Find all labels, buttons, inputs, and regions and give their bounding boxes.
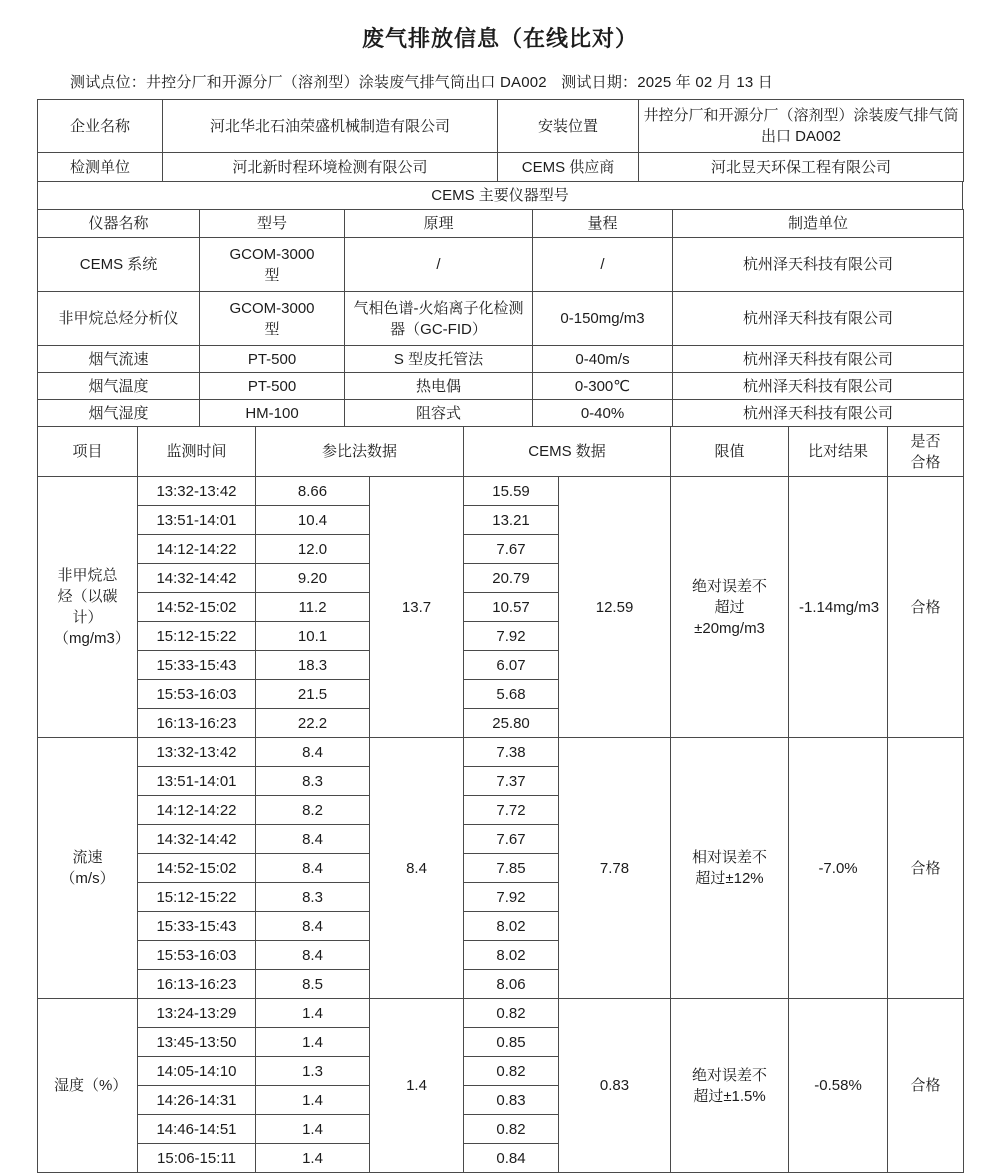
time-cell: 15:53-16:03 — [138, 680, 256, 709]
manufacturer-cell: 杭州泽天科技有限公司 — [673, 292, 964, 346]
cems-average-cell: 0.83 — [559, 999, 671, 1173]
cems-data-header: CEMS 数据 — [464, 427, 671, 477]
compare-result-header: 比对结果 — [789, 427, 888, 477]
instrument-name-cell: 非甲烷总烃分析仪 — [38, 292, 200, 346]
instrument-row — [38, 346, 964, 373]
range-cell: 0-300℃ — [533, 373, 673, 400]
ref-value-cell: 10.1 — [256, 622, 370, 651]
ref-value-cell: 8.66 — [256, 477, 370, 506]
ref-value-cell: 9.20 — [256, 564, 370, 593]
item-cell: 流速（m/s） — [38, 738, 138, 999]
time-cell: 14:52-15:02 — [138, 854, 256, 883]
company-name-label: 企业名称 — [38, 100, 163, 153]
section-title-row — [38, 182, 963, 210]
manufacturer-cell: 杭州泽天科技有限公司 — [673, 238, 964, 292]
item-cell: 湿度（%） — [38, 999, 138, 1173]
model-cell: HM-100 — [200, 400, 345, 427]
time-cell: 14:26-14:31 — [138, 1086, 256, 1115]
result-cell: -0.58% — [789, 999, 888, 1173]
ref-value-cell: 1.4 — [256, 999, 370, 1028]
limit-cell: 绝对误差不超过±1.5% — [671, 999, 789, 1173]
instrument-table — [37, 209, 964, 427]
inspection-agency-label: 检测单位 — [38, 153, 163, 182]
manufacturer-cell: 杭州泽天科技有限公司 — [673, 346, 964, 373]
cems-value-cell: 7.92 — [464, 883, 559, 912]
range-cell: 0-40m/s — [533, 346, 673, 373]
time-cell: 16:13-16:23 — [138, 709, 256, 738]
pass-status-cell: 合格 — [888, 738, 964, 999]
ref-value-cell: 8.4 — [256, 825, 370, 854]
cems-value-cell: 8.06 — [464, 970, 559, 999]
cems-value-cell: 7.92 — [464, 622, 559, 651]
cems-average-cell: 7.78 — [559, 738, 671, 999]
ref-value-cell: 8.3 — [256, 767, 370, 796]
time-cell: 15:06-15:11 — [138, 1144, 256, 1173]
ref-value-cell: 8.5 — [256, 970, 370, 999]
pass-status-header: 是否合格 — [888, 427, 964, 477]
cems-average-cell: 12.59 — [559, 477, 671, 738]
range-header: 量程 — [533, 210, 673, 238]
cems-value-cell: 8.02 — [464, 941, 559, 970]
cems-supplier-label: CEMS 供应商 — [498, 153, 639, 182]
measurement-row — [38, 999, 964, 1028]
instrument-name-cell: 烟气温度 — [38, 373, 200, 400]
manufacturer-cell: 杭州泽天科技有限公司 — [673, 373, 964, 400]
model-cell: GCOM-3000 型 — [200, 238, 345, 292]
range-cell: 0-150mg/m3 — [533, 292, 673, 346]
principle-cell: 气相色谱-火焰离子化检测器（GC-FID） — [345, 292, 533, 346]
manufacturer-cell: 杭州泽天科技有限公司 — [673, 400, 964, 427]
cems-value-cell: 13.21 — [464, 506, 559, 535]
ref-value-cell: 21.5 — [256, 680, 370, 709]
instrument-row — [38, 292, 964, 346]
cems-value-cell: 15.59 — [464, 477, 559, 506]
time-cell: 14:05-14:10 — [138, 1057, 256, 1086]
info-row — [38, 100, 964, 153]
ref-average-cell: 13.7 — [370, 477, 464, 738]
instrument-name-cell: 烟气湿度 — [38, 400, 200, 427]
instrument-header-row — [38, 210, 964, 238]
cems-value-cell: 0.82 — [464, 999, 559, 1028]
time-cell: 13:32-13:42 — [138, 738, 256, 767]
manufacturer-header: 制造单位 — [673, 210, 964, 238]
time-cell: 15:33-15:43 — [138, 912, 256, 941]
time-cell: 14:46-14:51 — [138, 1115, 256, 1144]
model-cell: PT-500 — [200, 373, 345, 400]
time-cell: 15:12-15:22 — [138, 622, 256, 651]
company-name-value: 河北华北石油荣盛机械制造有限公司 — [163, 100, 498, 153]
measurement-row — [38, 477, 964, 506]
pass-status-cell: 合格 — [888, 477, 964, 738]
ref-value-cell: 1.3 — [256, 1057, 370, 1086]
cems-value-cell: 7.38 — [464, 738, 559, 767]
time-cell: 13:24-13:29 — [138, 999, 256, 1028]
ref-value-cell: 8.4 — [256, 738, 370, 767]
limit-cell: 绝对误差不超过±20mg/m3 — [671, 477, 789, 738]
monitor-time-header: 监测时间 — [138, 427, 256, 477]
time-cell: 13:32-13:42 — [138, 477, 256, 506]
model-header: 型号 — [200, 210, 345, 238]
time-cell: 13:45-13:50 — [138, 1028, 256, 1057]
ref-value-cell: 8.3 — [256, 883, 370, 912]
cems-value-cell: 25.80 — [464, 709, 559, 738]
comparison-body — [38, 477, 964, 1173]
range-cell: / — [533, 238, 673, 292]
instrument-section-title-table — [37, 181, 963, 210]
ref-value-cell: 11.2 — [256, 593, 370, 622]
principle-cell: 阻容式 — [345, 400, 533, 427]
ref-value-cell: 8.2 — [256, 796, 370, 825]
instrument-row — [38, 373, 964, 400]
instrument-name-cell: 烟气流速 — [38, 346, 200, 373]
time-cell: 13:51-14:01 — [138, 506, 256, 535]
test-point-text: 测试点位：井控分厂和开源分厂（溶剂型）涂装废气排气筒出口 DA002 — [70, 74, 547, 91]
ref-average-cell: 8.4 — [370, 738, 464, 999]
time-cell: 16:13-16:23 — [138, 970, 256, 999]
time-cell: 14:12-14:22 — [138, 796, 256, 825]
cems-value-cell: 0.83 — [464, 1086, 559, 1115]
instrument-table-body — [38, 238, 964, 427]
principle-cell: 热电偶 — [345, 373, 533, 400]
install-location-label: 安装位置 — [498, 100, 639, 153]
result-cell: -7.0% — [789, 738, 888, 999]
model-cell: PT-500 — [200, 346, 345, 373]
ref-value-cell: 1.4 — [256, 1144, 370, 1173]
pass-status-cell: 合格 — [888, 999, 964, 1173]
ref-value-cell: 22.2 — [256, 709, 370, 738]
test-info-line — [70, 71, 963, 92]
instrument-name-cell: CEMS 系统 — [38, 238, 200, 292]
cems-value-cell: 7.85 — [464, 854, 559, 883]
cems-supplier-value: 河北昱天环保工程有限公司 — [639, 153, 964, 182]
comparison-header-row — [38, 427, 964, 477]
time-cell: 13:51-14:01 — [138, 767, 256, 796]
cems-value-cell: 6.07 — [464, 651, 559, 680]
time-cell: 15:53-16:03 — [138, 941, 256, 970]
inspection-agency-value: 河北新时程环境检测有限公司 — [163, 153, 498, 182]
instrument-name-header: 仪器名称 — [38, 210, 200, 238]
model-cell: GCOM-3000 型 — [200, 292, 345, 346]
limit-header: 限值 — [671, 427, 789, 477]
comparison-table — [37, 426, 964, 1173]
ref-value-cell: 8.4 — [256, 854, 370, 883]
ref-value-cell: 1.4 — [256, 1028, 370, 1057]
principle-cell: / — [345, 238, 533, 292]
principle-header: 原理 — [345, 210, 533, 238]
reference-data-header: 参比法数据 — [256, 427, 464, 477]
time-cell: 14:12-14:22 — [138, 535, 256, 564]
time-cell: 14:32-14:42 — [138, 564, 256, 593]
item-header: 项目 — [38, 427, 138, 477]
principle-cell: S 型皮托管法 — [345, 346, 533, 373]
install-location-value: 井控分厂和开源分厂（溶剂型）涂装废气排气筒出口 DA002 — [639, 100, 964, 153]
info-row — [38, 153, 964, 182]
ref-value-cell: 1.4 — [256, 1115, 370, 1144]
ref-value-cell: 10.4 — [256, 506, 370, 535]
result-cell: -1.14mg/m3 — [789, 477, 888, 738]
cems-value-cell: 10.57 — [464, 593, 559, 622]
cems-value-cell: 7.67 — [464, 535, 559, 564]
time-cell: 14:32-14:42 — [138, 825, 256, 854]
instrument-section-title: CEMS 主要仪器型号 — [38, 182, 963, 210]
test-date-text: 测试日期：2025 年 02 月 13 日 — [561, 74, 773, 91]
ref-value-cell: 12.0 — [256, 535, 370, 564]
time-cell: 15:33-15:43 — [138, 651, 256, 680]
cems-value-cell: 0.82 — [464, 1115, 559, 1144]
cems-value-cell: 20.79 — [464, 564, 559, 593]
ref-value-cell: 8.4 — [256, 912, 370, 941]
measurement-row — [38, 738, 964, 767]
instrument-row — [38, 400, 964, 427]
range-cell: 0-40% — [533, 400, 673, 427]
cems-value-cell: 7.37 — [464, 767, 559, 796]
cems-value-cell: 8.02 — [464, 912, 559, 941]
instrument-row — [38, 238, 964, 292]
limit-cell: 相对误差不超过±12% — [671, 738, 789, 999]
item-cell: 非甲烷总烃（以碳计）（mg/m3） — [38, 477, 138, 738]
cems-value-cell: 0.82 — [464, 1057, 559, 1086]
ref-value-cell: 8.4 — [256, 941, 370, 970]
cems-value-cell: 0.85 — [464, 1028, 559, 1057]
cems-value-cell: 5.68 — [464, 680, 559, 709]
time-cell: 14:52-15:02 — [138, 593, 256, 622]
page-title: 废气排放信息（在线比对） — [361, 26, 638, 51]
time-cell: 15:12-15:22 — [138, 883, 256, 912]
cems-value-cell: 7.72 — [464, 796, 559, 825]
cems-value-cell: 0.84 — [464, 1144, 559, 1173]
ref-value-cell: 1.4 — [256, 1086, 370, 1115]
cems-value-cell: 7.67 — [464, 825, 559, 854]
company-info-table — [37, 99, 964, 182]
ref-value-cell: 18.3 — [256, 651, 370, 680]
ref-average-cell: 1.4 — [370, 999, 464, 1173]
